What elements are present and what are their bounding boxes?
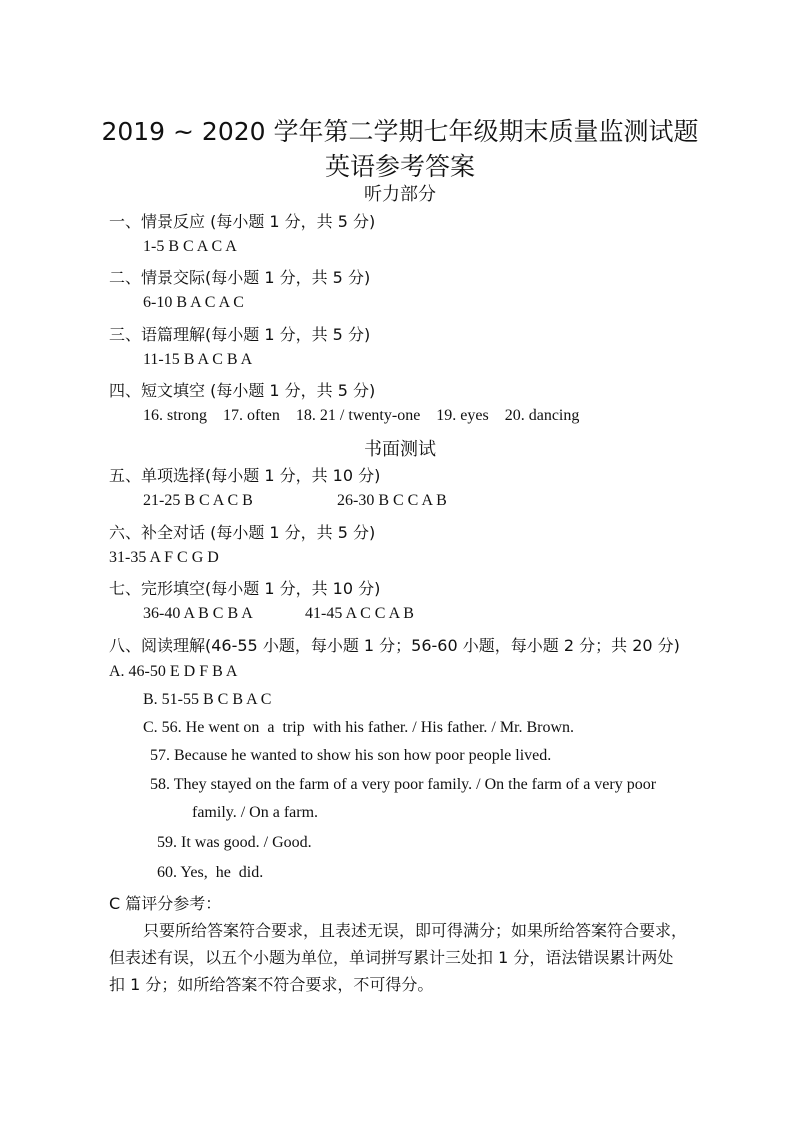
scoring-line-3: 扣 1 分；如所给答案不符合要求，不可得分。 <box>109 975 434 994</box>
section-5-answer-a: 21-25 B C A C B <box>143 492 253 509</box>
section-3-heading: 三、语篇理解(每小题 1 分，共 5 分) <box>109 325 371 344</box>
title-line-2: 英语参考答案 <box>324 152 475 181</box>
section-8-heading: 八、阅读理解(46-55 小题，每小题 1 分；56-60 小题，每小题 2 分；共 20 分) <box>109 636 680 655</box>
section-1-answer: 1-5 B C A C A <box>143 238 237 255</box>
section-2-answer: 6-10 B A C A C <box>143 294 244 311</box>
section-1-heading: 一、情景反应 (每小题 1 分，共 5 分) <box>109 212 376 231</box>
section-7-answer-a: 36-40 A B C B A <box>143 605 253 622</box>
reading-c-59: 59. It was good. / Good. <box>157 834 312 851</box>
part-written-title: 书面测试 <box>364 439 436 460</box>
reading-c-58-cont: family. / On a farm. <box>192 804 319 821</box>
title-line-1: 2019 ~ 2020 学年第二学期七年级期末质量监测试题 <box>101 117 699 146</box>
section-5-answer-b: 26-30 B C C A B <box>337 492 447 509</box>
section-7-answer-b: 41-45 A C C A B <box>305 605 414 622</box>
reading-c-56: C. 56. He went on a trip with his father. / His father. / Mr. Brown. <box>143 719 575 736</box>
section-4-answer: 16. strong 17. often 18. 21 / twenty-one 19. eyes 20. dancing <box>143 407 580 424</box>
section-3-answer: 11-15 B A C B A <box>143 351 253 368</box>
section-2-heading: 二、情景交际(每小题 1 分，共 5 分) <box>109 268 371 287</box>
scoring-line-2: 但表述有误，以五个小题为单位，单词拼写累计三处扣 1 分，语法错误累计两处 <box>109 948 674 967</box>
scoring-heading: C 篇评分参考： <box>109 894 222 913</box>
section-7-heading: 七、完形填空(每小题 1 分，共 10 分) <box>109 579 381 598</box>
reading-c-58: 58. They stayed on the farm of a very poor family. / On the farm of a very poor <box>150 776 657 793</box>
scoring-line-1: 只要所给答案符合要求，且表述无误，即可得满分；如果所给答案符合要求， <box>143 921 688 940</box>
reading-c-57: 57. Because he wanted to show his son how poor people lived. <box>150 747 552 764</box>
section-4-heading: 四、短文填空 (每小题 1 分，共 5 分) <box>109 381 376 400</box>
reading-c-60: 60. Yes, he did. <box>157 864 264 881</box>
part-listening-title: 听力部分 <box>364 184 436 205</box>
section-6-answer: 31-35 A F C G D <box>109 549 219 566</box>
reading-b-answer: B. 51-55 B C B A C <box>143 691 272 708</box>
section-5-heading: 五、单项选择(每小题 1 分，共 10 分) <box>109 466 381 485</box>
reading-a-answer: A. 46-50 E D F B A <box>109 663 238 680</box>
section-6-heading: 六、补全对话 (每小题 1 分，共 5 分) <box>109 523 376 542</box>
